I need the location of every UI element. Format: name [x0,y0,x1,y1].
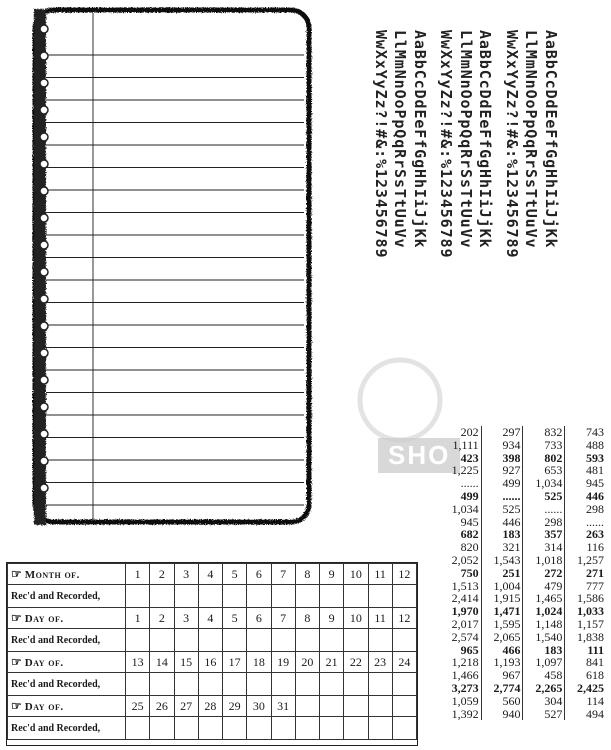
number-cell: 272 [523,567,565,580]
ledger-period-label [8,696,126,717]
ledger-record-row [8,585,417,608]
binder-hole [40,484,48,492]
alphabet-line: AaBbCcDdEeFfGgHhIiJjKk [476,30,495,249]
number-cell: 111 [565,644,606,657]
ledger-number-cell: 20 [295,652,319,673]
numbers-table [440,426,606,720]
ledger-entry-cell [198,585,222,608]
ledger-entry-cell [271,629,295,652]
ledger-entry-cell [368,585,392,608]
ledger-entry-cell [223,673,247,696]
number-cell: 2,574 [451,629,479,644]
number-cell: 1,595 [481,618,523,631]
number-cell: 314 [523,541,565,554]
number-cell: 1,148 [523,618,565,631]
ledger-entry-cell [320,717,344,740]
number-row [440,695,606,708]
number-cell: 298 [565,503,606,516]
number-cell: 271 [565,567,606,580]
ledger-entry-cell [198,629,222,652]
ledger-number-cell: 22 [344,652,368,673]
ledger-number-cell: 9 [320,564,344,585]
number-cell: 820 [460,540,479,555]
ledger-number-cell: 30 [247,696,271,717]
ledger-entry-cell [247,717,271,740]
period-label-text: Day of. [24,656,64,669]
ledger-entry-cell [174,717,198,740]
ledger-entry-cell [344,629,368,652]
ledger-number-cell: 28 [198,696,222,717]
number-cell: 1,034 [523,477,565,490]
ledger-number-cell [344,696,368,717]
number-cell: 298 [523,516,565,529]
ledger-entry-cell [126,673,150,696]
number-cell: 525 [481,503,523,516]
number-cell: 1,465 [523,592,565,605]
number-cell: 2,017 [451,616,479,631]
number-row [440,554,606,567]
number-cell: 733 [523,439,565,452]
number-cell: 2,425 [565,682,606,695]
ledger-number-cell: 17 [223,652,247,673]
ledger-number-cell: 7 [271,564,295,585]
binder-hole [40,52,48,60]
ledger-number-cell: 9 [320,608,344,629]
ledger-entry-cell [368,629,392,652]
number-cell: 2,774 [481,682,523,695]
number-cell: 560 [481,695,523,708]
typewriter-alphabet [340,30,560,406]
ledger-header-row [8,652,417,673]
ledger-number-cell: 4 [198,608,222,629]
ledger-number-cell: 8 [295,564,319,585]
number-cell: 297 [481,426,523,439]
number-cell: 1,586 [565,592,606,605]
number-row [440,503,606,516]
ledger-entry-cell [247,585,271,608]
number-cell: 1,466 [451,668,479,683]
number-cell: 304 [523,695,565,708]
ledger-entry-cell [368,673,392,696]
ledger-number-cell: 26 [150,696,174,717]
number-cell: 750 [460,565,479,580]
pointing-hand-icon: ☞ [11,610,22,625]
binder-hole [40,133,48,141]
number-cell: 251 [481,567,523,580]
period-label-text: Month of. [24,568,80,581]
ledger-record-row [8,717,417,740]
ledger-entry-cell [344,717,368,740]
number-cell: 965 [460,642,479,657]
number-cell: 458 [523,669,565,682]
recd-recorded-label: Rec'd and Recorded, [8,585,126,608]
ledger-entry-cell [344,673,368,696]
ledger-number-cell: 29 [223,696,247,717]
recd-recorded-label: Rec'd and Recorded, [8,673,126,696]
ledger-entry-cell [295,629,319,652]
ledger-number-cell: 13 [126,652,150,673]
binder-hole [40,106,48,114]
ledger-number-cell: 3 [174,564,198,585]
pointing-hand-icon: ☞ [11,566,22,581]
number-cell: 446 [481,516,523,529]
number-cell: 618 [565,669,606,682]
number-cell: 114 [565,695,606,708]
number-cell: 202 [460,425,479,439]
alphabet-line: WwXxYyZz?!#&:%123456789 [437,30,456,259]
pointing-hand-icon: ☞ [11,698,22,713]
alphabet-line: LlMmNnOoPpQqRrSsTtUuVv [522,30,541,249]
number-cell: 446 [565,490,606,503]
ledger-entry-cell [247,673,271,696]
ledger-entry-cell [392,673,416,696]
number-cell: 183 [481,528,523,541]
number-row [440,708,606,721]
number-cell: 1,059 [451,693,479,708]
number-cell: 1,970 [451,604,479,619]
number-cell: 945 [460,514,479,529]
ledger-number-cell: 6 [247,564,271,585]
number-cell: 934 [481,439,523,452]
number-cell: 1,218 [451,655,479,670]
ledger-entry-cell [344,585,368,608]
ledger-number-cell: 23 [368,652,392,673]
number-cell: 1,111 [452,437,479,452]
ledger-entry-cell [174,629,198,652]
ledger-entry-cell [247,629,271,652]
alphabet-line: WwXxYyZz?!#&:%123456789 [503,30,521,259]
ledger-number-cell: 18 [247,652,271,673]
binder-hole [40,430,48,438]
number-cell: 2,265 [523,682,565,695]
ledger-entry-cell [295,717,319,740]
number-cell: ...... [523,503,565,516]
number-cell: 832 [523,426,565,439]
number-cell: 1,097 [523,656,565,669]
alphabet-line: WwXxYyZz?!#&:%123456789 [372,30,390,259]
number-cell: 423 [460,450,479,465]
ledger-number-cell: 11 [368,608,392,629]
number-cell: 1,157 [565,618,606,631]
period-label-text: Day of. [24,700,64,713]
number-cell: 116 [565,541,606,554]
number-cell: 1,471 [481,605,523,618]
number-row [440,682,606,695]
ledger-entry-cell [223,717,247,740]
ledger-entry-cell [223,629,247,652]
ledger-number-cell: 8 [295,608,319,629]
ledger-number-cell [295,696,319,717]
ledger-number-cell [392,696,416,717]
ledger-header-row [8,608,417,629]
ledger-entry-cell [150,673,174,696]
ledger-entry-cell [368,717,392,740]
binder-hole [40,295,48,303]
ledger-number-cell: 5 [223,564,247,585]
ledger-number-cell: 21 [320,652,344,673]
binder-hole [40,322,48,330]
ledger-entry-cell [174,585,198,608]
recd-recorded-label: Rec'd and Recorded, [8,717,126,740]
ledger-number-cell: 6 [247,608,271,629]
ledger-entry-cell [126,629,150,652]
number-cell: 481 [565,464,606,477]
ledger-entry-cell [150,629,174,652]
ledger-number-cell: 2 [150,608,174,629]
number-cell: 2,414 [451,591,479,606]
number-cell: 653 [523,464,565,477]
ledger-entry-cell [295,585,319,608]
lined-notebook-page [32,7,314,527]
ledger-entry-cell [126,717,150,740]
ledger-entry-cell [174,673,198,696]
ledger-number-cell: 16 [198,652,222,673]
number-cell: 3,273 [451,680,479,695]
ledger-number-cell: 1 [126,608,150,629]
number-cell: 1,257 [565,554,606,567]
ledger-number-cell: 10 [344,608,368,629]
ledger-period-label [8,652,126,673]
ledger-number-cell: 25 [126,696,150,717]
number-cell: 945 [565,477,606,490]
number-cell: 2,052 [451,552,479,567]
ledger-entry-cell [198,717,222,740]
number-row [440,426,606,439]
number-cell: 1,915 [481,592,523,605]
number-cell: 398 [481,452,523,465]
ledger-number-cell: 12 [392,608,416,629]
ledger-record-row [8,629,417,652]
binder-hole [40,214,48,222]
number-cell: 357 [523,528,565,541]
number-cell: 967 [481,669,523,682]
ledger-entry-cell [223,585,247,608]
binder-hole [40,187,48,195]
number-cell: 488 [565,439,606,452]
number-cell: 1,024 [523,605,565,618]
number-row [440,490,606,503]
number-cell: ...... [481,490,523,503]
ledger-entry-cell [320,629,344,652]
ledger-number-cell: 31 [271,696,295,717]
number-cell: 321 [481,541,523,554]
number-cell: 1,838 [565,631,606,644]
period-label-text: Day of. [24,612,64,625]
number-cell: 1,004 [481,580,523,593]
number-cell: 479 [523,580,565,593]
number-cell: 466 [481,644,523,657]
ledger-number-cell: 27 [174,696,198,717]
ledger-entry-cell [271,717,295,740]
ledger-number-cell: 24 [392,652,416,673]
number-cell: 499 [481,477,523,490]
ledger-number-cell: 19 [271,652,295,673]
ledger-number-cell: 11 [368,564,392,585]
ledger-record-row [8,673,417,696]
ledger-entry-cell [126,585,150,608]
recd-recorded-label: Rec'd and Recorded, [8,629,126,652]
ledger-entry-cell [392,629,416,652]
number-cell: 1,193 [481,656,523,669]
ledger-number-cell: 12 [392,564,416,585]
binder-hole [40,376,48,384]
ledger-entry-cell [295,673,319,696]
ledger-header-row [8,696,417,717]
number-cell: 263 [565,528,606,541]
ledger-number-cell: 3 [174,608,198,629]
number-cell: 1,540 [523,631,565,644]
ledger-number-cell: 4 [198,564,222,585]
ledger-number-cell [320,696,344,717]
number-cell: 1,034 [451,501,479,516]
alphabet-line: AaBbCcDdEeFfGgHhIiJjKk [542,30,560,249]
number-cell: 682 [460,527,479,542]
binder-hole [40,160,48,168]
ledger-number-cell: 2 [150,564,174,585]
number-cell: 183 [523,644,565,657]
number-row [440,631,606,644]
ledger-entry-cell [271,673,295,696]
number-cell: 1,513 [451,578,479,593]
ledger-entry-cell [150,585,174,608]
number-cell: 2,065 [481,631,523,644]
binder-hole [40,79,48,87]
binder-hole [40,403,48,411]
ledger-number-cell: 10 [344,564,368,585]
binder-hole [40,457,48,465]
ledger-number-cell: 7 [271,608,295,629]
number-row [440,618,606,631]
number-cell: 1,018 [523,554,565,567]
ledger-entry-cell [271,585,295,608]
number-cell: 1,392 [451,706,479,721]
ledger-number-cell: 14 [150,652,174,673]
binder-hole [40,241,48,249]
pointing-hand-icon: ☞ [11,654,22,669]
ledger-header-row [8,564,417,585]
alphabet-line: LlMmNnOoPpQqRrSsTtUuVv [391,30,410,249]
ledger-entry-cell [392,585,416,608]
number-row [440,439,606,452]
number-cell: 927 [481,464,523,477]
number-cell: 1,225 [451,463,479,478]
ledger-entry-cell [320,585,344,608]
alphabet-line: LlMmNnOoPpQqRrSsTtUuVv [457,30,475,249]
binder-hole [40,268,48,276]
number-cell: 494 [565,708,606,721]
alphabet-line: AaBbCcDdEeFfGgHhIiJjKk [411,30,429,249]
ledger-entry-cell [392,717,416,740]
ledger-number-cell: 5 [223,608,247,629]
number-cell: 743 [565,426,606,439]
ledger-number-cell: 1 [126,564,150,585]
number-cell: 1,033 [565,605,606,618]
record-ledger [6,562,418,746]
number-cell: 802 [523,452,565,465]
number-cell: 593 [565,452,606,465]
number-cell: ...... [460,476,479,491]
number-cell: 527 [523,708,565,721]
number-cell: 940 [481,708,523,721]
number-row [440,567,606,580]
number-cell: 777 [565,580,606,593]
number-cell: 499 [460,488,479,503]
number-cell: 841 [565,656,606,669]
number-cell: 525 [523,490,565,503]
notebook-paper [32,7,314,527]
binder-hole [40,25,48,33]
binder-hole [40,349,48,357]
ledger-entry-cell [150,717,174,740]
ledger-number-cell: 15 [174,652,198,673]
number-cell: ...... [565,516,606,529]
ledger-number-cell [368,696,392,717]
number-cell: 1,543 [481,554,523,567]
watermark-text: SHO [378,438,460,473]
ledger-period-label [8,608,126,629]
ledger-entry-cell [320,673,344,696]
ledger-period-label [8,564,126,585]
ledger-entry-cell [198,673,222,696]
